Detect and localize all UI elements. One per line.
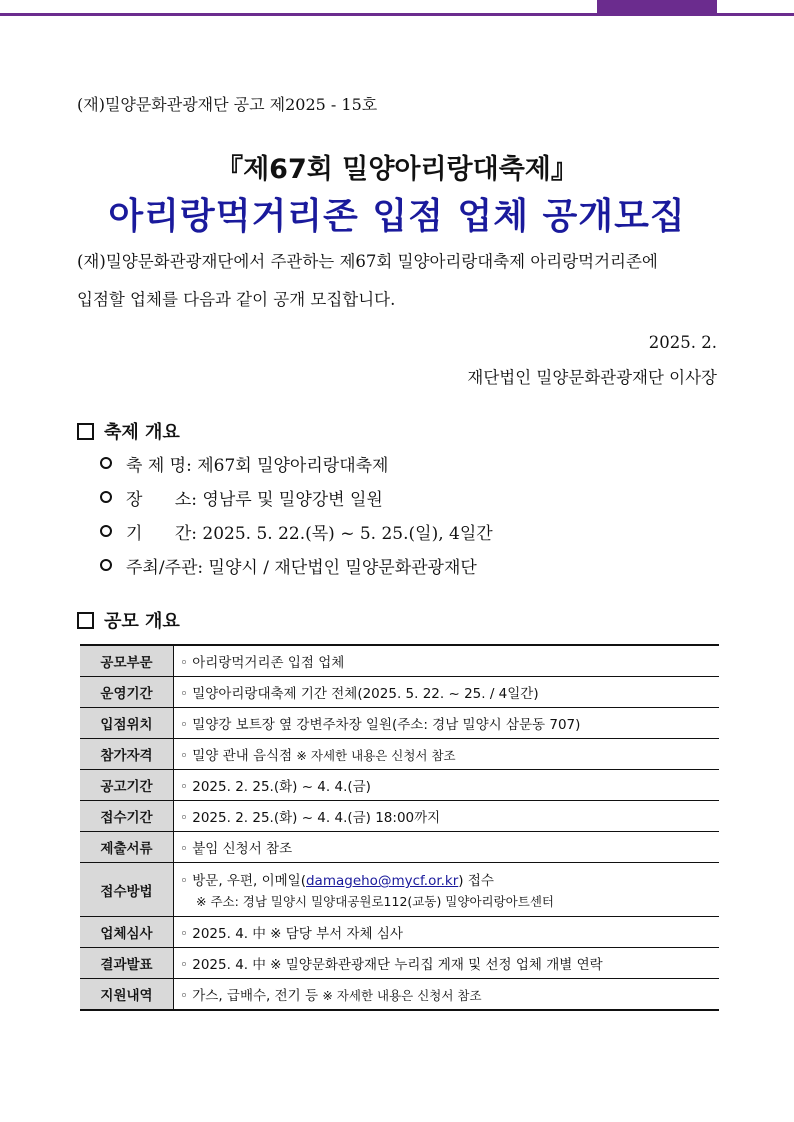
table-row	[80, 801, 719, 832]
email-link[interactable]: damageho@mycf.or.kr	[305, 873, 459, 889]
circle-bullet-icon	[100, 525, 112, 537]
row-value: ◦ 붙임 신청서 참조	[174, 832, 720, 863]
notice-date: 2025. 2.	[648, 333, 717, 352]
row-label: 결과발표	[80, 948, 174, 979]
section-heading-recruit-text: 공모 개요	[104, 611, 180, 632]
row-label: 운영기간	[80, 677, 174, 708]
intro-line-1: (재)밀양문화관광재단에서 주관하는 제67회 밀양아리랑대축제 아리랑먹거리존에	[77, 252, 658, 271]
row-label: 업체심사	[80, 917, 174, 948]
row-value: ◦ 2025. 4. 中 ※ 밀양문화관광재단 누리집 게재 및 선정 업체 개별 연락	[174, 948, 720, 979]
row-label: 참가자격	[80, 739, 174, 770]
table-row	[80, 645, 719, 677]
row-label: 접수방법	[80, 863, 174, 917]
row-label: 공모부문	[80, 645, 174, 677]
row-value: ◦ 가스, 급배수, 전기 등 ※ 자세한 내용은 신청서 참조	[174, 979, 720, 1011]
row-value: ◦ 방문, 우편, 이메일(damageho@mycf.or.kr) 접수 ※ 주소: 경남 밀양시 밀양대공원로112(교동) 밀양아리랑아트센터	[174, 863, 720, 917]
row-value: ◦ 2025. 2. 25.(화) ~ 4. 4.(금)	[174, 770, 720, 801]
notice-number: (재)밀양문화관광재단 공고 제2025 - 15호	[77, 95, 378, 114]
row-value: ◦ 2025. 2. 25.(화) ~ 4. 4.(금) 18:00까지	[174, 801, 720, 832]
row-value: ◦ 아리랑먹거리존 입점 업체	[174, 645, 720, 677]
row-label: 제출서류	[80, 832, 174, 863]
list-item: 장 소: 영남루 및 밀양강변 일원	[100, 480, 493, 514]
recruitment-table	[80, 644, 719, 1011]
row-label: 입점위치	[80, 708, 174, 739]
row-value: ◦ 2025. 4. 中 ※ 담당 부서 자체 심사	[174, 917, 720, 948]
table-row	[80, 770, 719, 801]
table-row	[80, 979, 719, 1011]
row-value: ◦ 밀양강 보트장 옆 강변주차장 일원(주소: 경남 밀양시 삼문동 707)	[174, 708, 720, 739]
table-row	[80, 917, 719, 948]
row-label: 접수기간	[80, 801, 174, 832]
square-bullet-icon	[77, 423, 94, 440]
row-value: ◦ 밀양 관내 음식점 ※ 자세한 내용은 신청서 참조	[174, 739, 720, 770]
list-item: 축 제 명: 제67회 밀양아리랑대축제	[100, 446, 493, 480]
intro-text	[77, 243, 737, 319]
list-item: 기 간: 2025. 5. 22.(목) ~ 5. 25.(일), 4일간	[100, 514, 493, 548]
row-label: 공고기간	[80, 770, 174, 801]
intro-line-2: 입점할 업체를 다음과 같이 공개 모집합니다.	[77, 290, 396, 309]
table-row	[80, 739, 719, 770]
issuer: 재단법인 밀양문화관광재단 이사장	[467, 368, 717, 387]
top-accent-block	[597, 0, 717, 16]
row-value: ◦ 밀양아리랑대축제 기간 전체(2025. 5. 22. ~ 25. / 4일간)	[174, 677, 720, 708]
circle-bullet-icon	[100, 491, 112, 503]
festival-overview-list	[100, 446, 493, 582]
table-row	[80, 832, 719, 863]
circle-bullet-icon	[100, 457, 112, 469]
square-bullet-icon	[77, 612, 94, 629]
section-heading-festival	[77, 418, 180, 444]
table-row	[80, 677, 719, 708]
table-row	[80, 948, 719, 979]
table-row	[80, 708, 719, 739]
circle-bullet-icon	[100, 559, 112, 571]
list-item: 주최/주관: 밀양시 / 재단법인 밀양문화관광재단	[100, 548, 493, 582]
title-recruitment: 아리랑먹거리존 입점 업체 공개모집	[108, 196, 686, 237]
section-heading-recruit	[77, 607, 180, 633]
section-heading-festival-text: 축제 개요	[104, 422, 180, 443]
row-label: 지원내역	[80, 979, 174, 1011]
title-festival: 『제67회 밀양아리랑대축제』	[216, 154, 578, 185]
table-row	[80, 863, 719, 917]
